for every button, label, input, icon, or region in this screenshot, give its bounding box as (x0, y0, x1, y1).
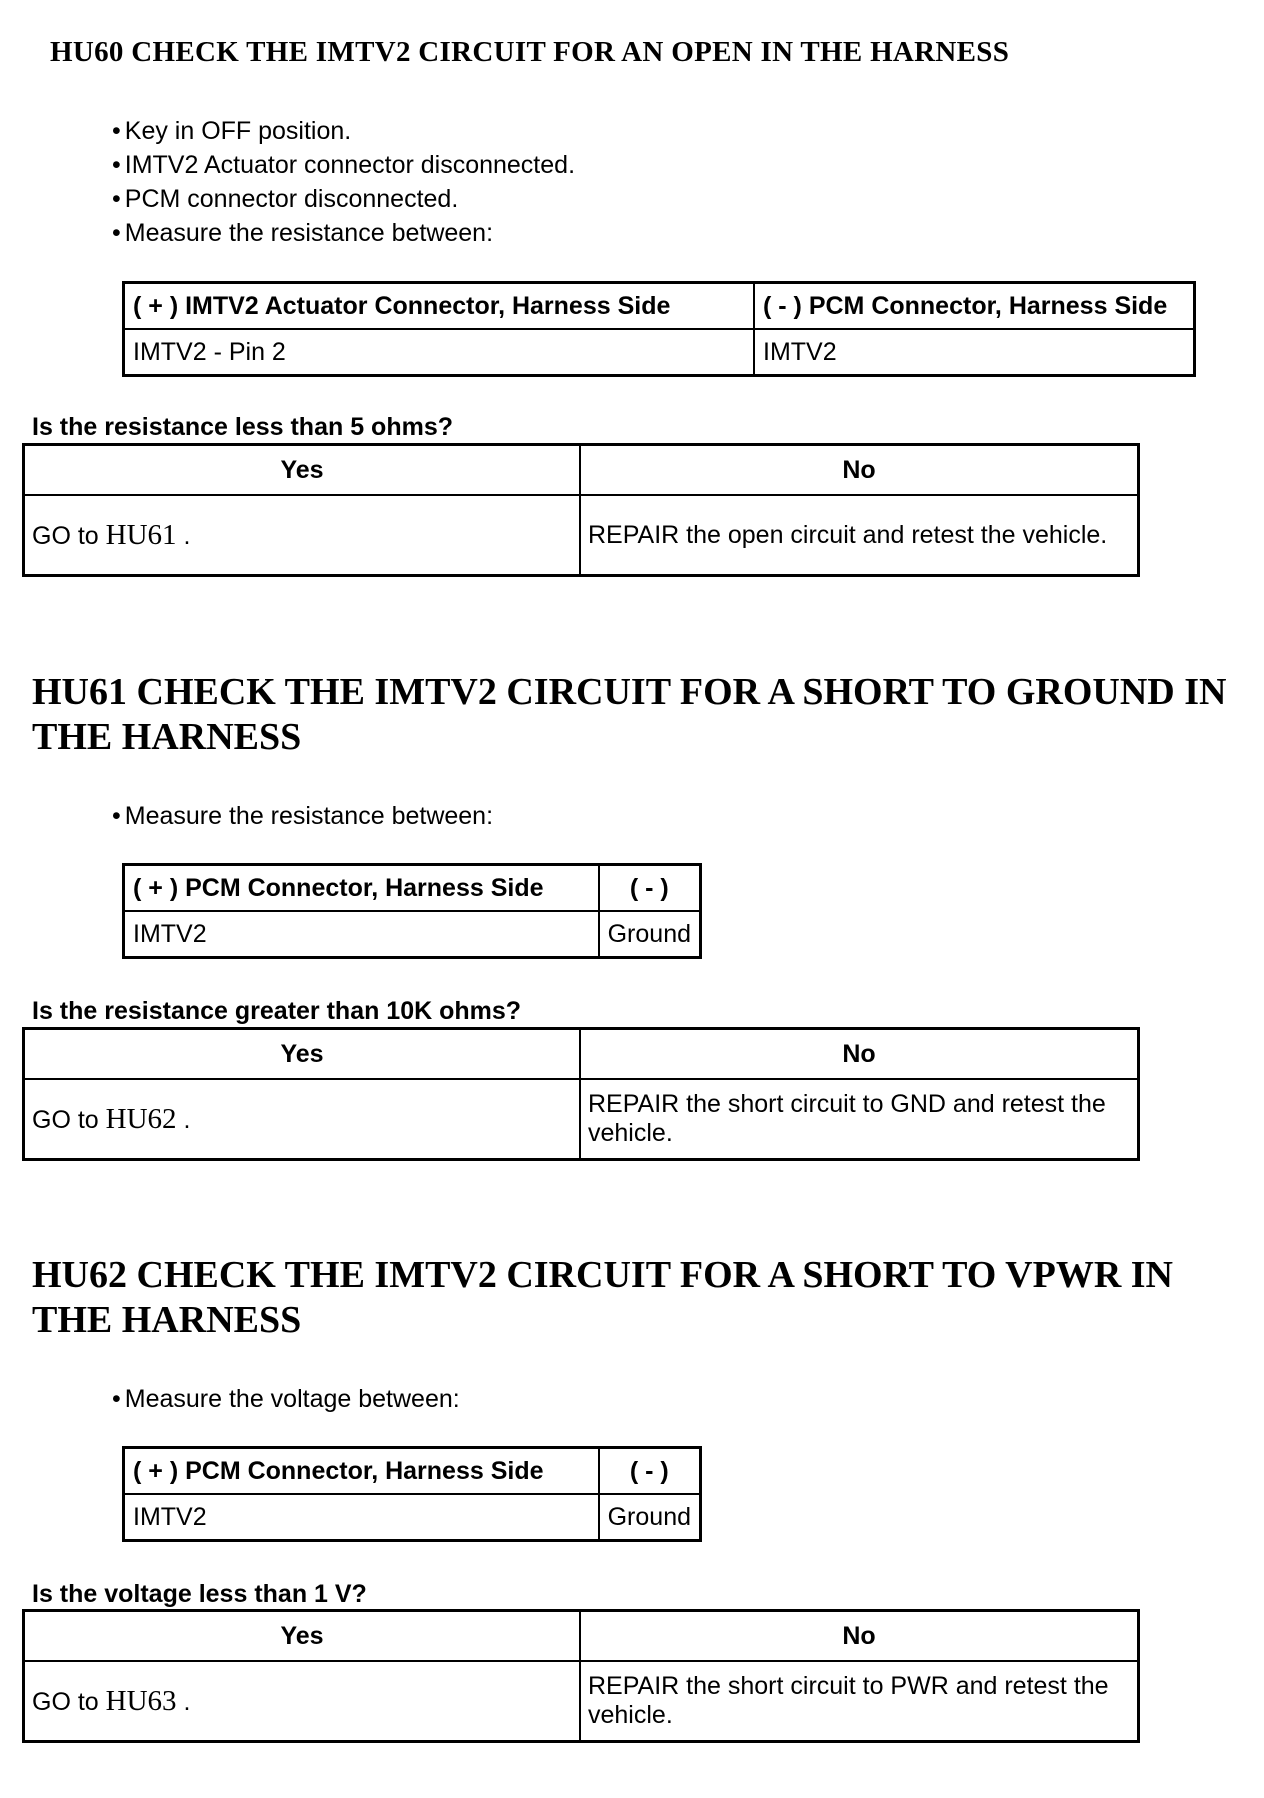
list-item: • Measure the resistance between: (112, 799, 493, 833)
measure-table-hu61 (122, 863, 702, 959)
yes-action-prefix: GO to (32, 521, 99, 550)
question-hu61: Is the resistance greater than 10K ohms? (32, 997, 522, 1025)
bullet-list-hu62 (112, 1382, 460, 1416)
no-action-cell: REPAIR the open circuit and retest the vehicle. (580, 495, 1139, 576)
table-cell: Ground (599, 911, 701, 958)
table-row (24, 1611, 1139, 1662)
yes-action-suffix: . (176, 521, 191, 550)
goto-link-hu63[interactable]: HU63 (105, 1684, 177, 1717)
bullet-list-hu60 (112, 114, 575, 250)
section-heading-hu61: HU61 CHECK THE IMTV2 CIRCUIT FOR A SHORT TO GROUND IN THE HARNESS (32, 671, 1227, 758)
table-row (124, 329, 1195, 376)
goto-link-hu62[interactable]: HU62 (105, 1102, 177, 1135)
yes-action-cell (24, 495, 581, 576)
list-item: • Key in OFF position. (112, 114, 575, 148)
table-row (124, 283, 1195, 330)
table-row (124, 1494, 701, 1541)
yes-header: Yes (24, 445, 581, 496)
no-action-cell: REPAIR the short circuit to PWR and retest the vehicle. (580, 1661, 1139, 1742)
table-header-cell: ( - ) (599, 1448, 701, 1495)
no-header: No (580, 1029, 1139, 1080)
yes-action-cell (24, 1661, 581, 1742)
measure-table-hu62 (122, 1446, 702, 1542)
yes-action-cell (24, 1079, 581, 1160)
table-header-cell: ( + ) IMTV2 Actuator Connector, Harness Side (124, 283, 755, 330)
table-header-cell: ( - ) (599, 865, 701, 912)
no-action-cell: REPAIR the short circuit to GND and retest the vehicle. (580, 1079, 1139, 1160)
table-cell: IMTV2 (754, 329, 1195, 376)
table-row (124, 865, 701, 912)
question-hu60: Is the resistance less than 5 ohms? (32, 413, 453, 441)
table-row (24, 1029, 1139, 1080)
table-row (24, 1661, 1139, 1742)
list-item: • IMTV2 Actuator connector disconnected. (112, 148, 575, 182)
goto-link-hu61[interactable]: HU61 (105, 518, 177, 551)
table-row (124, 911, 701, 958)
decision-table-hu61 (22, 1027, 1140, 1161)
table-header-cell: ( + ) PCM Connector, Harness Side (124, 865, 599, 912)
list-item: • Measure the voltage between: (112, 1382, 460, 1416)
table-header-cell: ( - ) PCM Connector, Harness Side (754, 283, 1195, 330)
section-heading-hu62: HU62 CHECK THE IMTV2 CIRCUIT FOR A SHORT TO VPWR IN THE HARNESS (32, 1254, 1174, 1341)
decision-table-hu60 (22, 443, 1140, 577)
table-cell: IMTV2 (124, 911, 599, 958)
no-header: No (580, 445, 1139, 496)
yes-action-suffix: . (176, 1687, 191, 1716)
table-row (24, 1079, 1139, 1160)
list-item: • Measure the resistance between: (112, 216, 575, 250)
table-row (124, 1448, 701, 1495)
table-cell: IMTV2 (124, 1494, 599, 1541)
question-hu62: Is the voltage less than 1 V? (32, 1580, 367, 1608)
section-heading-hu60: HU60 CHECK THE IMTV2 CIRCUIT FOR AN OPEN IN THE HARNESS (50, 36, 1010, 68)
no-header: No (580, 1611, 1139, 1662)
yes-action-suffix: . (176, 1105, 191, 1134)
yes-header: Yes (24, 1029, 581, 1080)
table-header-cell: ( + ) PCM Connector, Harness Side (124, 1448, 599, 1495)
table-cell: Ground (599, 1494, 701, 1541)
yes-action-prefix: GO to (32, 1687, 99, 1716)
bullet-list-hu61 (112, 799, 493, 833)
yes-header: Yes (24, 1611, 581, 1662)
table-row (24, 445, 1139, 496)
list-item: • PCM connector disconnected. (112, 182, 575, 216)
yes-action-prefix: GO to (32, 1105, 99, 1134)
decision-table-hu62 (22, 1609, 1140, 1743)
table-row (24, 495, 1139, 576)
table-cell: IMTV2 - Pin 2 (124, 329, 755, 376)
measure-table-hu60 (122, 281, 1196, 377)
